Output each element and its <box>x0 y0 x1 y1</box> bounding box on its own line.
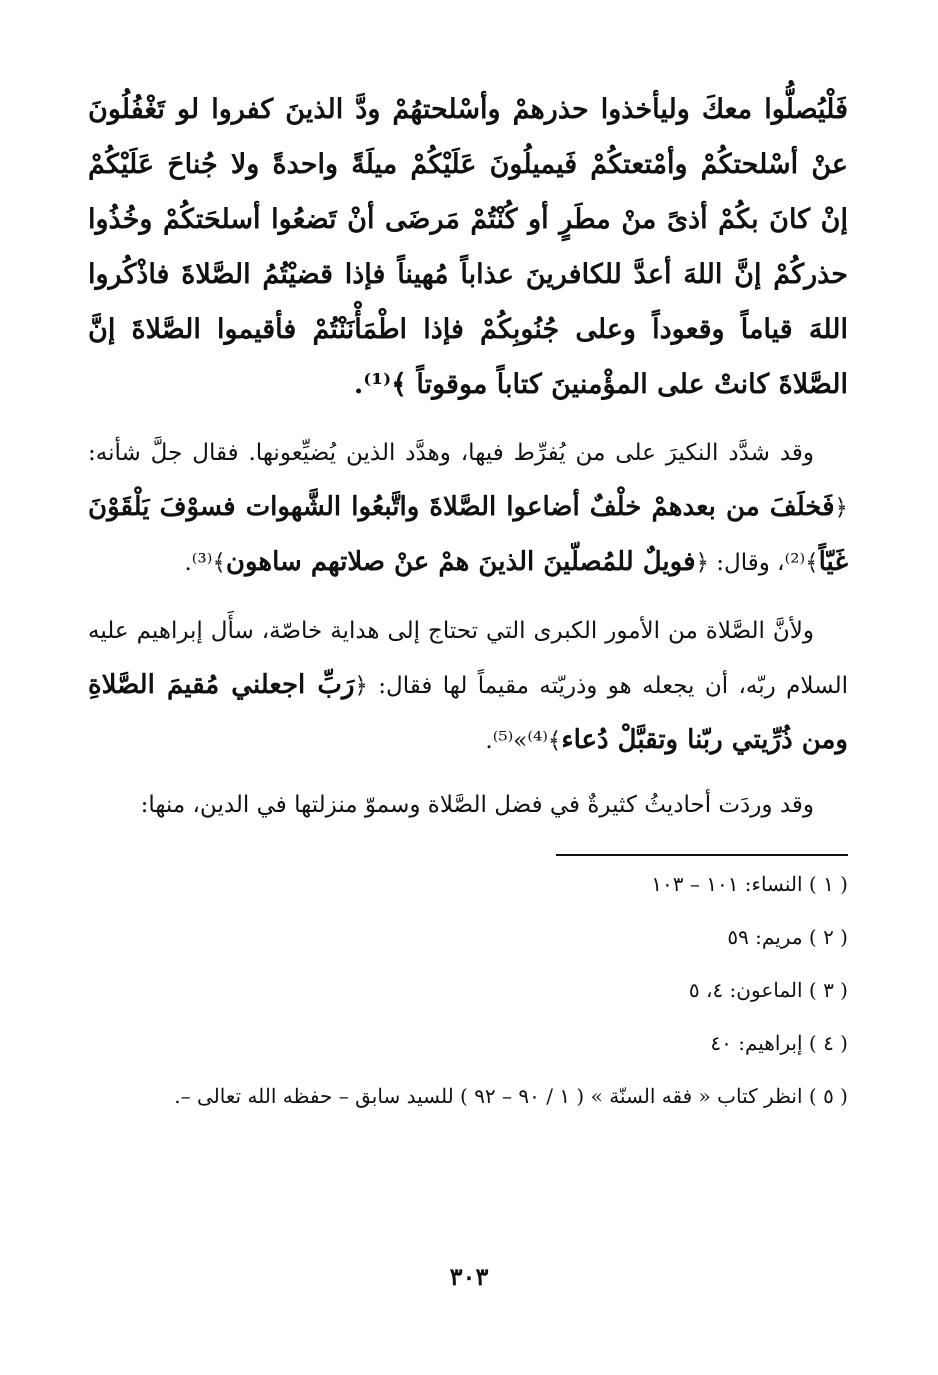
para1-lead: وقد شدَّد النكيرَ على من يُفرِّط فيها، وهدَّد الذين يُضيِّعونها. فقال جلَّ شأنه: ﴿ <box>88 440 848 521</box>
para2-lead: ولأنَّ الصَّلاة من الأمور الكبرى التي تحتاج إلى هداية خاصّة، سأَل إبراهيم عليه السلام ربّه، أن يجعله هو وذريّته مقيماً لها فقال: ﴿ <box>88 618 848 699</box>
page-body <box>88 82 848 1315</box>
paragraph-hadith-intro: وقد وردَت أحاديثُ كثيرةٌ في فضل الصَّلاة وسموّ منزلتها في الدين، منها: <box>140 792 814 818</box>
para2-tail: ﴾⁽⁴⁾»⁽⁵⁾. <box>485 728 562 754</box>
footnote-item: ( ٣ ) الماعون: ٤، ٥ <box>688 978 848 1002</box>
footnote-item: ( ٤ ) إبراهيم: ٤٠ <box>710 1031 848 1055</box>
quran-quote-maryam: فَخلَفَ من بعدهمْ خلْفٌ أضاعوا الصَّلاةَ واتَّبعُوا الشَّهوات فسوْفَ يَلْقَوْنَ غَيّاً <box>88 492 848 577</box>
paragraph-ibrahim <box>88 604 848 768</box>
para1-mid: ﴾⁽²⁾، وقال: ﴿ <box>695 550 819 576</box>
para1-tail: ﴾⁽³⁾. <box>184 550 226 576</box>
quran-quote-maun: فويلٌ للمُصلّينَ الذينَ همْ عنْ صلاتهم ساهون <box>225 547 696 577</box>
paragraph-warning <box>88 426 848 590</box>
footnote-item: ( ٢ ) مريم: ٥٩ <box>727 925 848 949</box>
footnotes-list <box>88 866 848 1114</box>
footnote-separator <box>556 854 848 856</box>
footnote-item: ( ١ ) النساء: ١٠١ – ١٠٣ <box>651 872 848 896</box>
verse-block: فَلْيُصلُّوا معكَ وليأخذوا حذرهمْ وأسْلحتهُمْ ودَّ الذينَ كفروا لو تَغْفُلُونَ عنْ أسْلحتكُمْ وأمْتعتكُمْ فَيميلُونَ عَلَيْكُمْ ميلَةً واحدةً ولا جُناحَ عَلَيْكُمْ إنْ كانَ بكُمْ أذىً منْ مطَرٍ أو كُنْتُمْ مَرضَى أنْ تَضعُوا أسلحَتكُمْ وخُذُوا حذركُمْ إنَّ اللهَ أعدَّ للكافرينَ عذاباً مُهيناً فإذا قضيْتُمُ الصَّلاةَ فاذْكُروا اللهَ قياماً وقعوداً وعلى جُنُوبِكُمْ فإذا اطْمَأْنَنْتُمْ فأقيموا الصَّلاةَ إنَّ الصَّلاةَ كانتْ على المؤْمنينَ كتاباً موقوتاً ﴾⁽¹⁾. <box>88 94 848 400</box>
page-number: ٣٠٣ <box>449 1262 489 1291</box>
footnote-item: ( ٥ ) انظر كتاب « فقه السنّة » ( ١ / ٩٠ – ٩٢ ) للسيد سابق – حفظه الله تعالى –. <box>174 1084 848 1108</box>
quran-quote-ibrahim: رَبِّ اجعلني مُقيمَ الصَّلاةِ ومن ذُرِّيتي ربّنا وتقبَّلْ دُعاء <box>88 670 848 755</box>
